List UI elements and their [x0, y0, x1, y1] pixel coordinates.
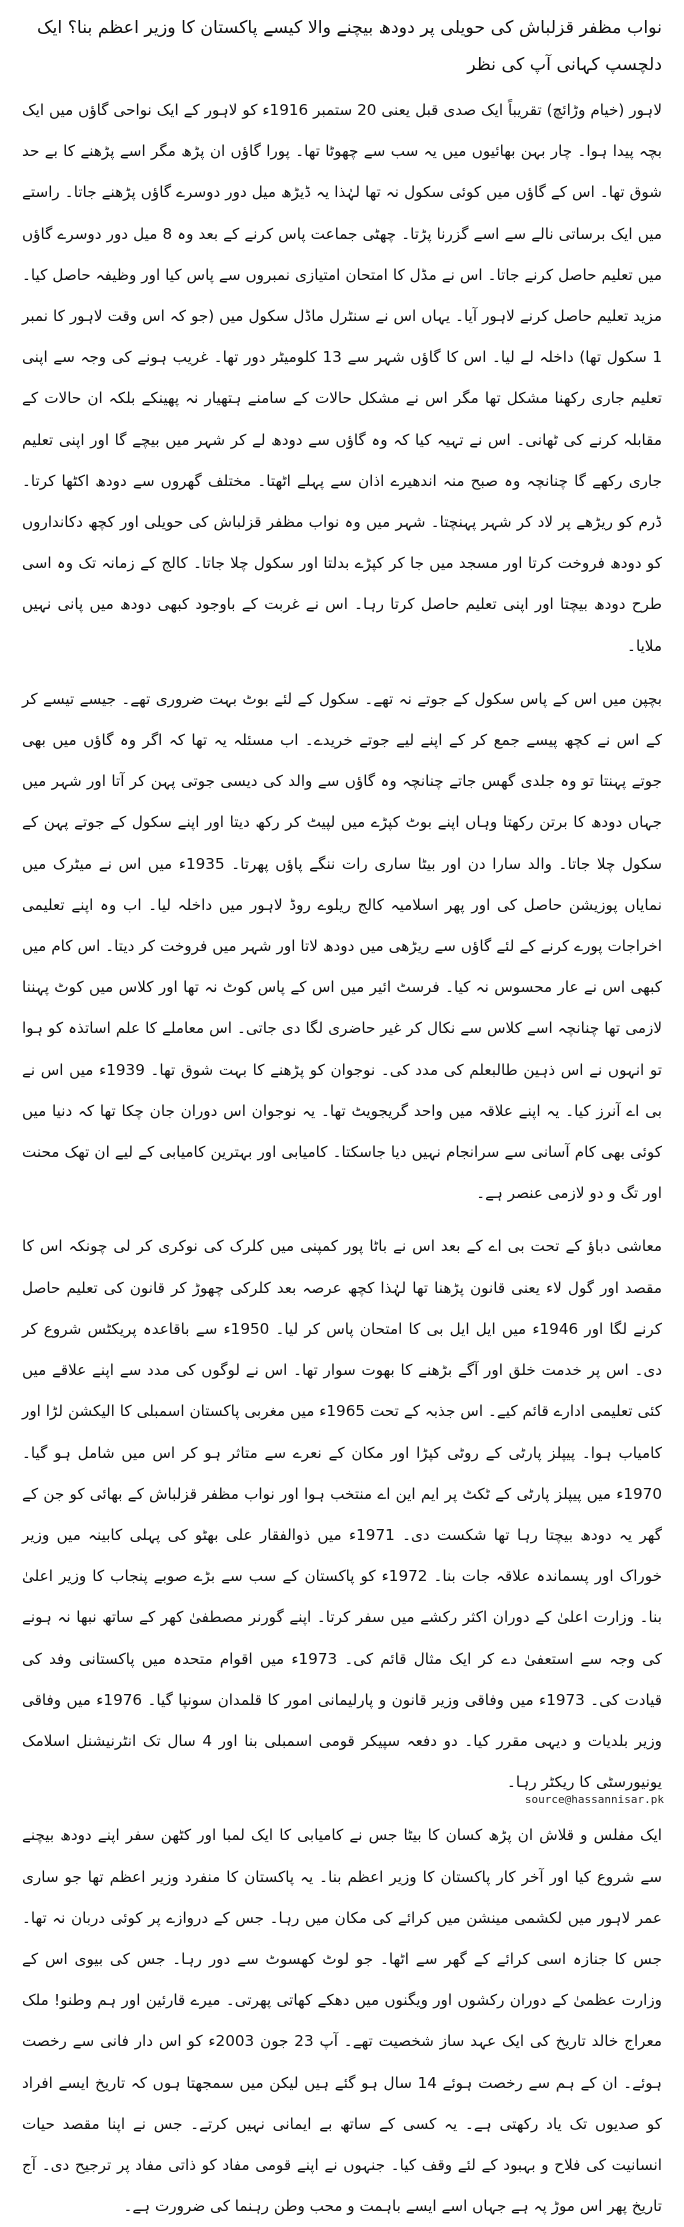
- source-credit: source@hassannisar.pk: [524, 1793, 664, 1806]
- article-paragraph: معاشی دباؤ کے تحت بی اے کے بعد اس نے باٹا پور کمپنی میں کلرک کی نوکری کر لی چونکہ اس کا مقصد اور گول لاء یعنی قانون پڑھنا تھا لہٰذا کچھ عرصہ بعد کلرکی چھوڑ کر قانون کی تعلیم حاصل کرنے لگا اور 1946ء میں ایل ایل بی کا امتحان پاس کر لیا۔ 1950ء سے باقاعدہ پریکٹس شروع کر دی۔ اس پر خدمت خلق اور آگے بڑھنے کا بھوت سوار تھا۔ اس نے لوگوں کی مدد سے اپنے علاقے میں کئی تعلیمی ادارے قائم کیے۔ اس جذبہ کے تحت 1965ء میں مغربی پاکستان اسمبلی کا الیکشن لڑا اور کامیاب ہوا۔ پیپلز پارٹی کے روٹی کپڑا اور مکان کے نعرے سے متاثر ہو کر اس میں شامل ہو گیا۔ 1970ء میں پیپلز پارٹی کے ٹکٹ پر ایم این اے منتخب ہوا اور نواب مظفر قزلباش کے بھائی کو جن کے گھر یہ دودھ بیچتا رہا تھا شکست دی۔ 1971ء میں ذوالفقار علی بھٹو کی پہلی کابینہ میں وزیر خوراک اور پسماندہ علاقہ جات بنا۔ 1972ء کو پاکستان کے سب سے بڑے صوبے پنجاب کا وزیر اعلیٰ بنا۔ وزارت اعلیٰ کے دوران اکثر رکشے میں سفر کرتا۔ اپنے گورنر مصطفیٰ کھر کے ساتھ نبھا نہ ہونے کی وجہ سے استعفیٰ دے کر ایک مثال قائم کی۔ 1973ء میں اقوام متحدہ میں پاکستانی وفد کی قیادت کی۔ 1973ء میں وفاقی وزیر قانون و پارلیمانی امور کا قلمدان سونپا گیا۔ 1976ء میں وفاقی وزیر بلدیات و دیہی مقرر کیا۔ دو دفعہ سپیکر قومی اسمبلی بنا اور 4 سال تک انٹرنیشنل اسلامک یونیورسٹی کا ریکٹر رہا۔: [22, 1237, 663, 1792]
- article-paragraph: لاہور (خیام وڑائچ) تقریباً ایک صدی قبل یعنی 20 ستمبر 1916ء کو لاہور کے ایک نواحی گاؤں میں ایک بچہ پیدا ہوا۔ چار بہن بھائیوں میں یہ سب سے چھوٹا تھا۔ پورا گاؤں ان پڑھ مگر اسے پڑھنے کا بے حد شوق تھا۔ اس کے گاؤں میں کوئی سکول نہ تھا لہٰذا یہ ڈیڑھ میل دور دوسرے گاؤں پڑھنے جاتا۔ راستے میں ایک برساتی نالے سے اسے گزرنا پڑتا۔ چھٹی جماعت پاس کرنے کے بعد وہ 8 میل دور دوسرے گاؤں میں تعلیم حاصل کرنے جاتا۔ اس نے مڈل کا امتحان امتیازی نمبروں سے پاس کیا اور وظیفہ حاصل کیا۔ مزید تعلیم حاصل کرنے لاہور آیا۔ یہاں اس نے سنٹرل ماڈل سکول میں (جو کہ اس وقت لاہور کا نمبر 1 سکول تھا) داخلہ لے لیا۔ اس کا گاؤں شہر سے 13 کلومیٹر دور تھا۔ غریب ہونے کی وجہ سے اپنی تعلیم جاری رکھنا مشکل تھا مگر اس نے مشکل حالات کے سامنے ہتھیار نہ پھینکے بلکہ ان حالات کے مقابلہ کرنے کی ٹھانی۔ اس نے تہیہ کیا کہ وہ گاؤں سے دودھ لے کر شہر میں بیچے گا اور اپنی تعلیم جاری رکھے گا چنانچہ وہ صبح منہ اندھیرے اذان سے پہلے اٹھتا۔ مختلف گھروں سے دودھ اکٹھا کرتا۔ ڈرم کو ریڑھے پر لاد کر شہر پہنچتا۔ شہر میں وہ نواب مظفر قزلباش کی حویلی اور کچھ دکانداروں کو دودھ فروخت کرتا اور مسجد میں جا کر کپڑے بدلتا اور سکول چلا جاتا۔ کالج کے زمانہ تک وہ اسی طرح دودھ بیچتا اور اپنی تعلیم حاصل کرتا رہا۔ اس نے غربت کے باوجود کبھی دودھ میں پانی نہیں ملایا۔: [22, 101, 663, 655]
- article-title: نواب مظفر قزلباش کی حویلی پر دودھ بیچنے والا کیسے پاکستان کا وزیر اعظم بنا؟ ایک دلچسپ کہانی آپ کی نظر: [36, 18, 662, 75]
- article-paragraph: ایک مفلس و قلاش ان پڑھ کسان کا بیٹا جس نے کامیابی کا ایک لمبا اور کٹھن سفر اپنے دودھ بیچنے سے شروع کیا اور آخر کار پاکستان کا وزیر اعظم بنا۔ یہ پاکستان کا منفرد وزیر اعظم تھا جو ساری عمر لاہور میں لکشمی مینشن میں کرائے کی مکان میں رہا۔ جس کے دروازے پر کوئی دربان نہ تھا۔ جس کا جنازہ اسی کرائے کے گھر سے اٹھا۔ جو لوٹ کھسوٹ سے دور رہا۔ جس کی بیوی اس کے وزارت عظمیٰ کے دوران رکشوں اور ویگنوں میں دھکے کھاتی پھرتی۔ میرے قارئین اور ہم وطنو! ملک معراج خالد تاریخ کی ایک عہد ساز شخصیت تھے۔ آپ 23 جون 2003ء کو اس دار فانی سے رخصت ہوئے۔ ان کے ہم سے رخصت ہوئے 14 سال ہو گئے ہیں لیکن میں سمجھتا ہوں کہ تاریخ ایسے افراد کو صدیوں تک یاد رکھتی ہے۔ یہ کسی کے ساتھ بے ایمانی نہیں کرتے۔ جس نے اپنا مقصد حیات انسانیت کی فلاح و بہبود کے لئے وقف کیا۔ جنہوں نے اپنے قومی مفاد کو ذاتی مفاد پر ترجیح دی۔ آج تاریخ پھر اس موڑ پہ ہے جہاں اسے ایسے باہمت و محب وطن رہنما کی ضرورت ہے۔: [22, 1826, 663, 2216]
- article-paragraph: بچپن میں اس کے پاس سکول کے جوتے نہ تھے۔ سکول کے لئے بوٹ بہت ضروری تھے۔ جیسے تیسے کر کے اس نے کچھ پیسے جمع کر کے اپنے لیے جوتے خریدے۔ اب مسئلہ یہ تھا کہ اگر وہ گاؤں میں بھی جوتے پہنتا تو وہ جلدی گھس جاتے چنانچہ وہ گاؤں سے والد کی دیسی جوتی پہن کر آتا اور شہر میں جہاں دودھ کا برتن رکھتا وہاں اپنے بوٹ کپڑے میں لپیٹ کر رکھ دیتا اور اپنے سکول کے جوتے پہن کے سکول چلا جاتا۔ والد سارا دن اور بیٹا ساری رات ننگے پاؤں پھرتا۔ 1935ء میں اس نے میٹرک میں نمایاں پوزیشن حاصل کی اور پھر اسلامیہ کالج ریلوے روڈ لاہور میں داخلہ لیا۔ اب وہ اپنے تعلیمی اخراجات پورے کرنے کے لئے گاؤں سے ریڑھی میں دودھ لاتا اور شہر میں فروخت کر دیتا۔ اس کام میں کبھی اس نے عار محسوس نہ کیا۔ فرسٹ ائیر میں اس کے پاس کوٹ نہ تھا اور کلاس میں کوٹ پہننا لازمی تھا چنانچہ اسے کلاس سے نکال کر غیر حاضری لگا دی جاتی۔ اس معاملے کا علم اساتذہ کو ہوا تو انہوں نے اس ذہین طالبعلم کی مدد کی۔ نوجوان کو پڑھنے کا بہت شوق تھا۔ 1939ء میں اس نے بی اے آنرز کیا۔ یہ اپنے علاقہ میں واحد گریجویٹ تھا۔ یہ نوجوان اس دوران جان چکا تھا کہ دنیا میں کوئی بھی کام آسانی سے سرانجام نہیں دیا جاسکتا۔ کامیابی اور بہترین کامیابی کے لیے ان تھک محنت اور تگ و دو لازمی عنصر ہے۔: [22, 689, 662, 1203]
